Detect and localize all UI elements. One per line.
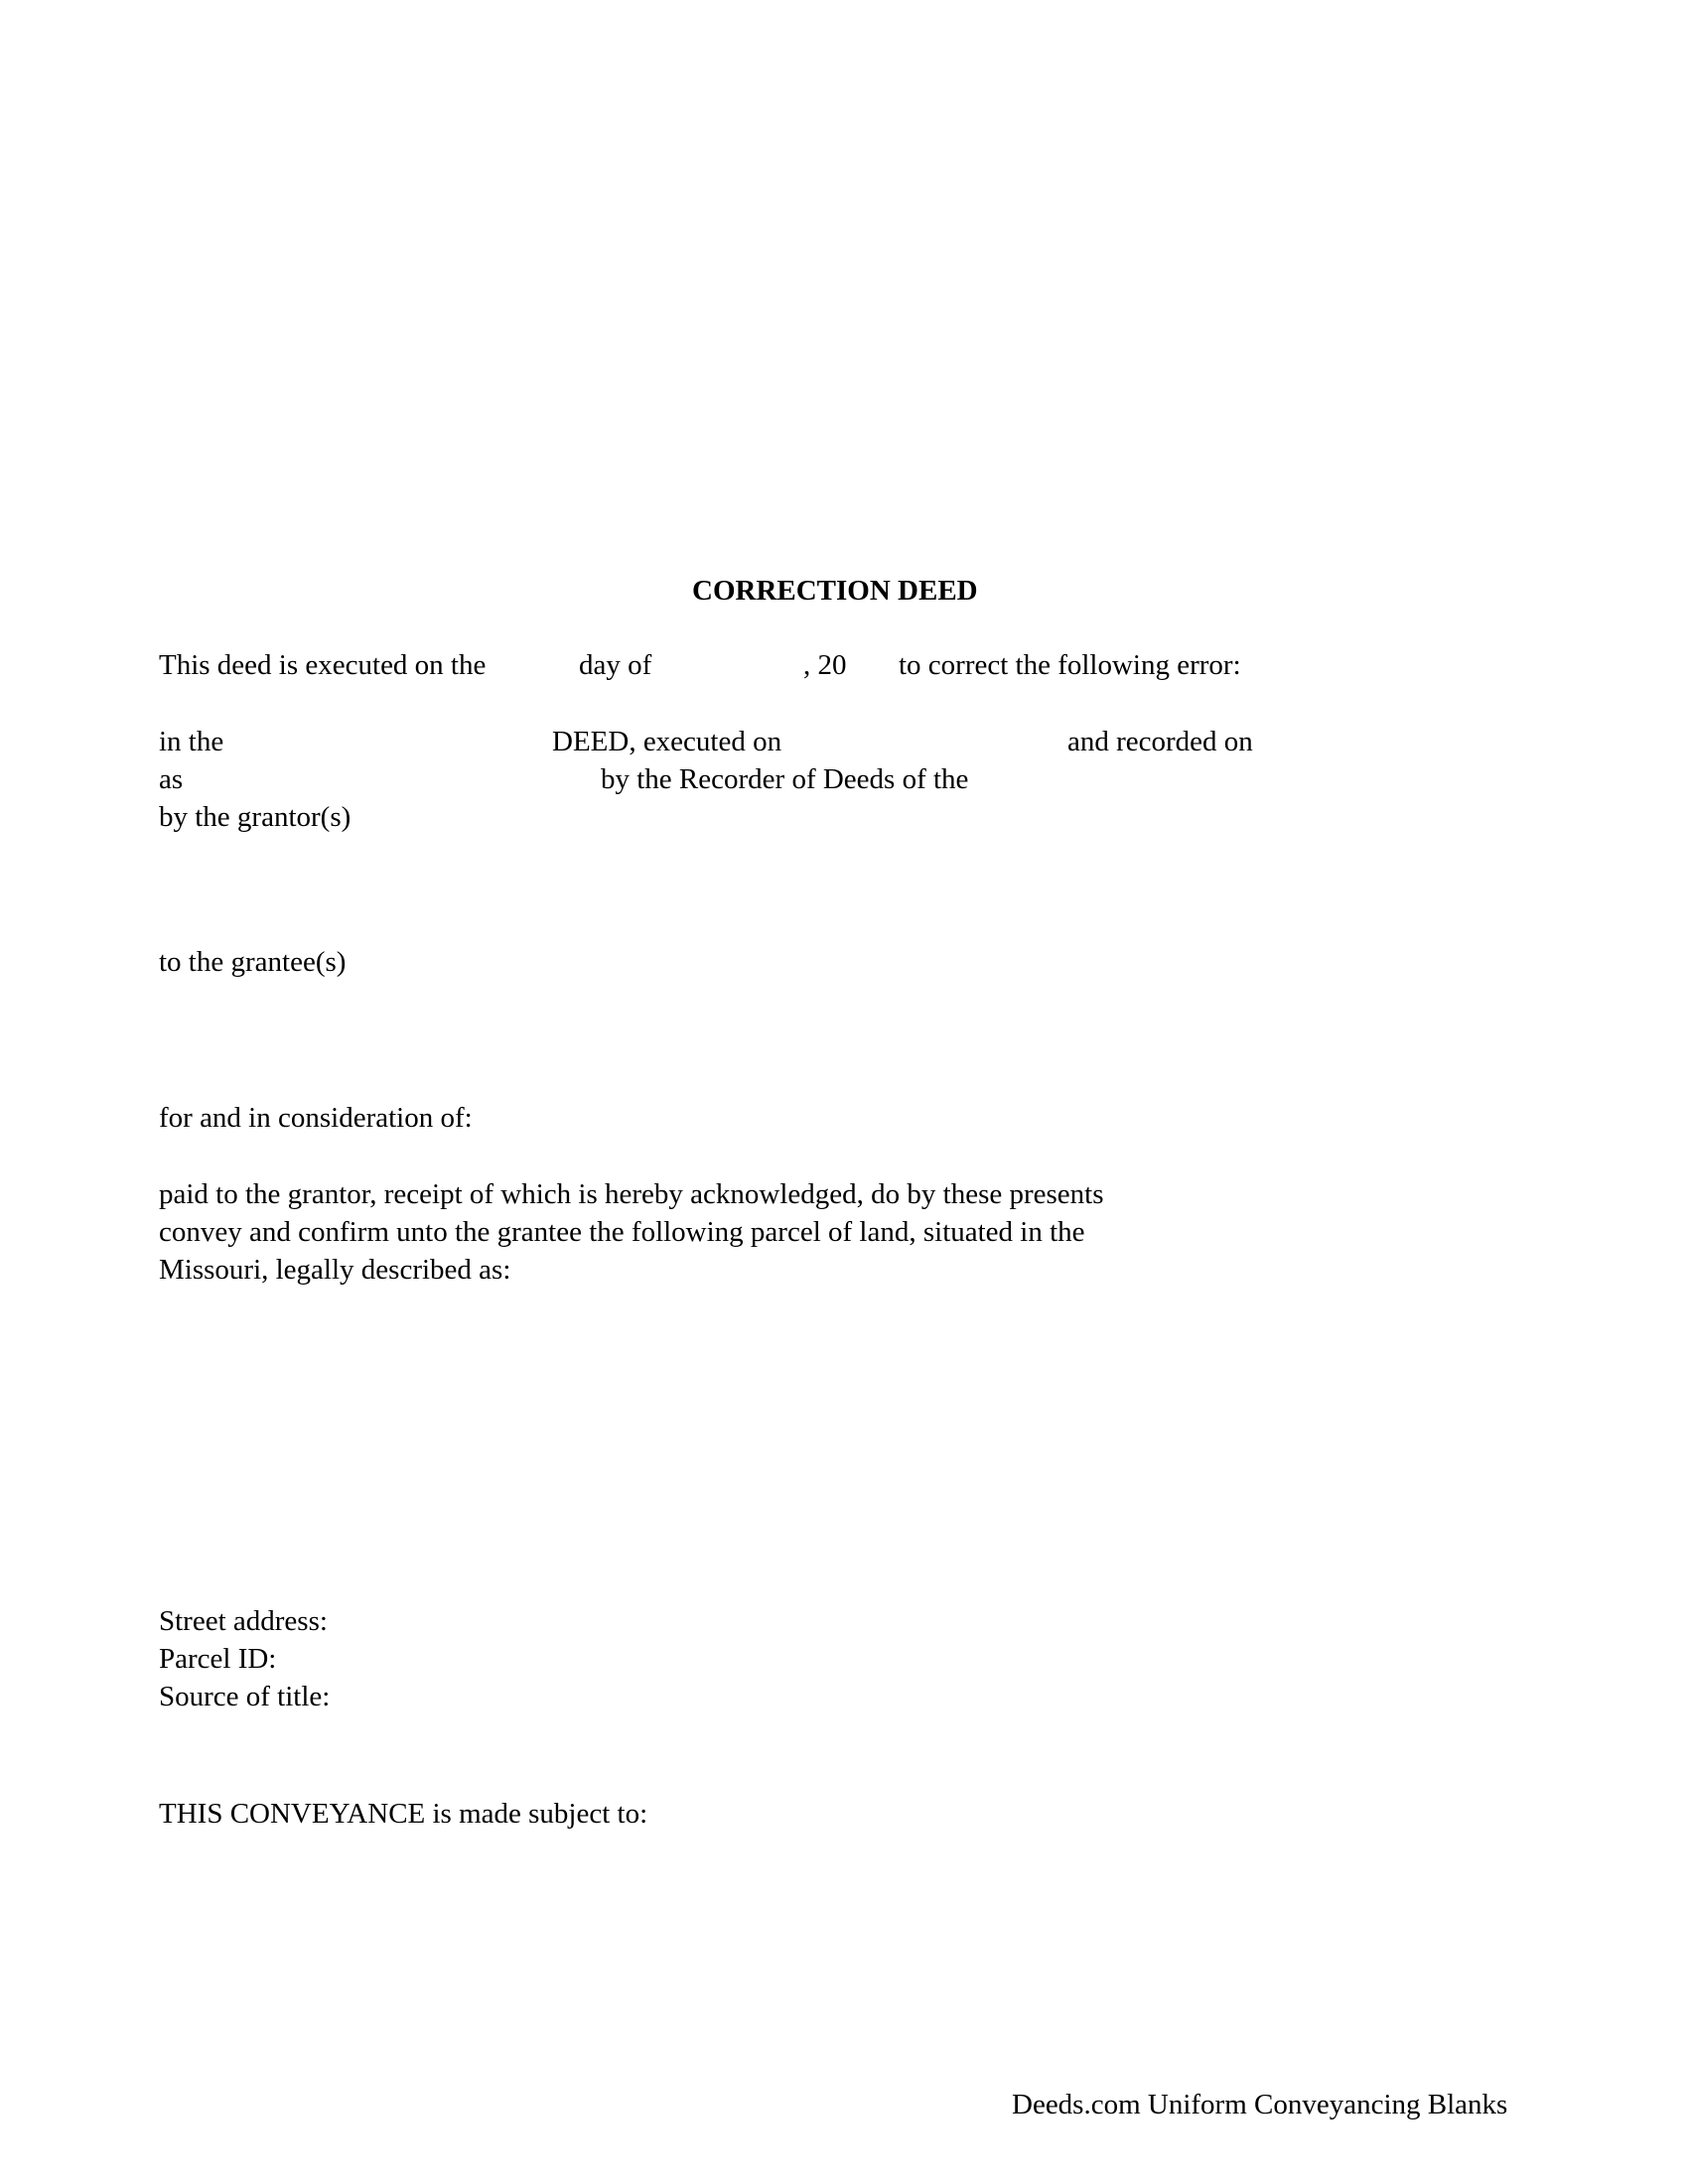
- street-address-label: Street address:: [159, 1605, 328, 1637]
- intro-to-correct: to correct the following error:: [899, 649, 1241, 681]
- error-by-grantors: by the grantor(s): [159, 801, 352, 833]
- page-title: CORRECTION DEED: [692, 575, 978, 607]
- error-as: as: [159, 763, 184, 795]
- error-and-recorded-on: and recorded on: [1067, 726, 1253, 757]
- parcel-id-label: Parcel ID:: [159, 1643, 277, 1675]
- error-in-the: in the: [159, 726, 224, 757]
- subject-to: THIS CONVEYANCE is made subject to:: [159, 1798, 648, 1830]
- intro-executed-on-the: This deed is executed on the: [159, 649, 487, 681]
- conveyance-line-2: convey and confirm unto the grantee the following parcel of land, situated in the: [159, 1216, 1085, 1248]
- error-deed-executed-on: DEED, executed on: [552, 726, 782, 757]
- footer-text: Deeds.com Uniform Conveyancing Blanks: [1012, 2089, 1508, 2120]
- to-grantees: to the grantee(s): [159, 946, 347, 978]
- intro-comma-20: , 20: [803, 649, 847, 681]
- error-by-recorder: by the Recorder of Deeds of the: [601, 763, 969, 795]
- intro-day-of: day of: [579, 649, 652, 681]
- conveyance-line-3: Missouri, legally described as:: [159, 1254, 511, 1286]
- conveyance-line-1: paid to the grantor, receipt of which is hereby acknowledged, do by these presents: [159, 1178, 1104, 1210]
- source-of-title-label: Source of title:: [159, 1681, 331, 1712]
- consideration: for and in consideration of:: [159, 1102, 473, 1134]
